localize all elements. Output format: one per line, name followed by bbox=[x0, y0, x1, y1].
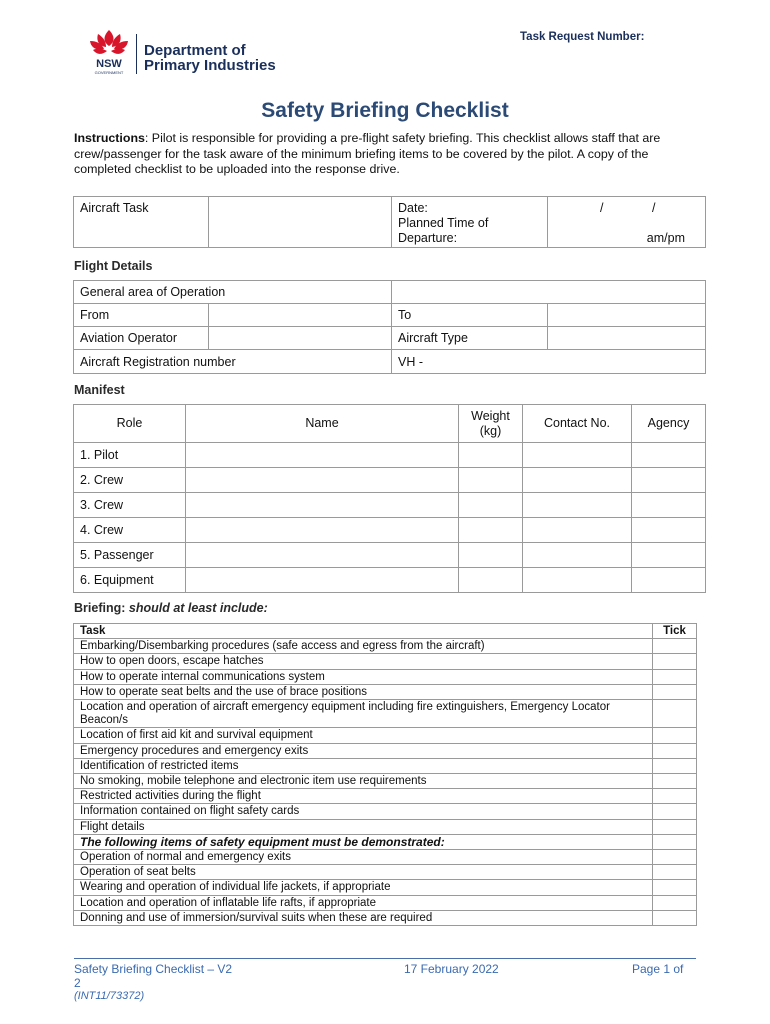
logo-nsw-text: NSW bbox=[96, 58, 122, 70]
briefing-col-task: Task bbox=[74, 624, 653, 639]
briefing-rows bbox=[74, 624, 697, 926]
briefing-tick-box[interactable] bbox=[653, 728, 697, 743]
briefing-tick-box[interactable] bbox=[653, 789, 697, 804]
manifest-agency-field[interactable] bbox=[632, 518, 706, 543]
page-title: Safety Briefing Checklist bbox=[261, 99, 509, 122]
org-name-line1: Department of bbox=[144, 42, 246, 59]
manifest-col-weight-l1: Weight bbox=[471, 408, 510, 423]
briefing-item-text: How to open doors, escape hatches bbox=[74, 654, 653, 669]
briefing-row bbox=[74, 819, 697, 834]
briefing-row bbox=[74, 789, 697, 804]
briefing-item-text: How to operate seat belts and the use of brace positions bbox=[74, 684, 653, 699]
briefing-item-text: Location and operation of aircraft emergency equipment including fire extinguishers, Emergency Locator Beacon/s bbox=[74, 700, 653, 728]
manifest-weight-field[interactable] bbox=[459, 443, 523, 468]
manifest-row bbox=[74, 493, 706, 518]
briefing-tick-box[interactable] bbox=[653, 758, 697, 773]
briefing-item-text: Information contained on flight safety cards bbox=[74, 804, 653, 819]
briefing-item-text: No smoking, mobile telephone and electronic item use requirements bbox=[74, 774, 653, 789]
manifest-role-cell: 4. Crew bbox=[74, 518, 186, 543]
aviation-operator-label: Aviation Operator bbox=[74, 327, 209, 350]
manifest-name-field[interactable] bbox=[186, 568, 459, 593]
instructions-text: : Pilot is responsible for providing a pre-flight safety briefing. This checklist allows staff that are crew/passenger for the task aware of the minimum briefing items to be covered by the pilot. A copy of the completed checklist to be uploaded into the response drive. bbox=[74, 131, 661, 176]
footer-ref: (INT11/73372) bbox=[74, 990, 145, 1002]
manifest-col-name: Name bbox=[186, 405, 459, 443]
manifest-agency-field[interactable] bbox=[632, 443, 706, 468]
manifest-weight-field[interactable] bbox=[459, 493, 523, 518]
briefing-row bbox=[74, 850, 697, 865]
manifest-name-field[interactable] bbox=[186, 493, 459, 518]
briefing-tick-box[interactable] bbox=[653, 654, 697, 669]
aircraft-task-table bbox=[73, 196, 706, 248]
general-area-field[interactable] bbox=[392, 281, 706, 304]
manifest-row bbox=[74, 518, 706, 543]
task-request-number-label: Task Request Number: bbox=[520, 31, 645, 43]
briefing-tick-box[interactable] bbox=[653, 774, 697, 789]
planned-time-label: Planned Time of bbox=[398, 216, 489, 230]
manifest-agency-field[interactable] bbox=[632, 543, 706, 568]
org-name bbox=[144, 43, 276, 73]
briefing-tick-box[interactable] bbox=[653, 743, 697, 758]
briefing-item-text: Operation of normal and emergency exits bbox=[74, 850, 653, 865]
manifest-col-contact: Contact No. bbox=[523, 405, 632, 443]
briefing-row bbox=[74, 743, 697, 758]
briefing-item-text: Identification of restricted items bbox=[74, 758, 653, 773]
briefing-row bbox=[74, 774, 697, 789]
to-label: To bbox=[392, 304, 548, 327]
manifest-rows bbox=[74, 443, 706, 593]
briefing-row bbox=[74, 700, 697, 728]
to-field[interactable] bbox=[548, 304, 706, 327]
manifest-name-field[interactable] bbox=[186, 443, 459, 468]
briefing-item-text: Emergency procedures and emergency exits bbox=[74, 743, 653, 758]
manifest-role-cell: 6. Equipment bbox=[74, 568, 186, 593]
manifest-col-role: Role bbox=[74, 405, 186, 443]
waratah-icon bbox=[86, 28, 132, 76]
manifest-contact-field[interactable] bbox=[523, 568, 632, 593]
date-departure-labels bbox=[392, 197, 548, 248]
manifest-role-cell: 2. Crew bbox=[74, 468, 186, 493]
footer-date: 17 February 2022 bbox=[404, 962, 499, 976]
nsw-dpi-logo bbox=[86, 28, 286, 78]
briefing-item-text: Flight details bbox=[74, 819, 653, 834]
manifest-contact-field[interactable] bbox=[523, 493, 632, 518]
general-area-label: General area of Operation bbox=[74, 281, 392, 304]
briefing-tick-box[interactable] bbox=[653, 804, 697, 819]
manifest-weight-field[interactable] bbox=[459, 568, 523, 593]
briefing-heading bbox=[74, 601, 268, 615]
manifest-col-weight bbox=[459, 405, 523, 443]
manifest-role-cell: 3. Crew bbox=[74, 493, 186, 518]
from-field[interactable] bbox=[209, 304, 392, 327]
org-name-line2: Primary Industries bbox=[144, 57, 276, 74]
briefing-subheading-tick bbox=[653, 834, 697, 849]
manifest-row bbox=[74, 443, 706, 468]
briefing-tick-box[interactable] bbox=[653, 865, 697, 880]
briefing-item-text: Location of first aid kit and survival equipment bbox=[74, 728, 653, 743]
aircraft-type-label: Aircraft Type bbox=[392, 327, 548, 350]
manifest-contact-field[interactable] bbox=[523, 443, 632, 468]
manifest-agency-field[interactable] bbox=[632, 468, 706, 493]
briefing-tick-box[interactable] bbox=[653, 880, 697, 895]
aircraft-task-field[interactable] bbox=[209, 197, 392, 248]
manifest-row bbox=[74, 568, 706, 593]
manifest-name-field[interactable] bbox=[186, 543, 459, 568]
manifest-contact-field[interactable] bbox=[523, 543, 632, 568]
aircraft-type-field[interactable] bbox=[548, 327, 706, 350]
footer-doc-title-line1: Safety Briefing Checklist – V2 bbox=[74, 962, 233, 976]
briefing-row bbox=[74, 804, 697, 819]
footer-doc-title-line2: 2 bbox=[74, 976, 81, 990]
manifest-role-cell: 1. Pilot bbox=[74, 443, 186, 468]
manifest-col-weight-l2: (kg) bbox=[479, 423, 502, 438]
from-label: From bbox=[74, 304, 209, 327]
date-slash-2: / bbox=[652, 201, 656, 215]
departure-label: Departure: bbox=[398, 231, 458, 245]
manifest-contact-field[interactable] bbox=[523, 518, 632, 543]
manifest-table bbox=[73, 404, 706, 593]
manifest-contact-field[interactable] bbox=[523, 468, 632, 493]
briefing-row bbox=[74, 654, 697, 669]
flight-details-heading: Flight Details bbox=[74, 259, 153, 273]
briefing-tick-box[interactable] bbox=[653, 639, 697, 654]
manifest-row bbox=[74, 543, 706, 568]
ampm-label: am/pm bbox=[646, 231, 685, 245]
manifest-agency-field[interactable] bbox=[632, 568, 706, 593]
briefing-tick-box[interactable] bbox=[653, 850, 697, 865]
briefing-row bbox=[74, 865, 697, 880]
date-time-field[interactable] bbox=[548, 197, 706, 248]
footer-page: Page 1 of bbox=[632, 962, 684, 976]
date-label: Date: bbox=[398, 201, 428, 215]
manifest-weight-field[interactable] bbox=[459, 543, 523, 568]
logo-divider bbox=[136, 34, 137, 74]
briefing-row bbox=[74, 684, 697, 699]
registration-field[interactable]: VH - bbox=[392, 350, 706, 374]
briefing-item-text: Donning and use of immersion/survival suits when these are required bbox=[74, 910, 653, 925]
logo-government-text: GOVERNMENT bbox=[94, 70, 124, 75]
footer-divider bbox=[74, 958, 696, 959]
briefing-tick-box[interactable] bbox=[653, 910, 697, 925]
instructions-label: Instructions bbox=[74, 131, 145, 145]
manifest-name-field[interactable] bbox=[186, 468, 459, 493]
briefing-tick-box[interactable] bbox=[653, 669, 697, 684]
manifest-weight-field[interactable] bbox=[459, 468, 523, 493]
briefing-row bbox=[74, 639, 697, 654]
briefing-row bbox=[74, 880, 697, 895]
briefing-col-tick: Tick bbox=[653, 624, 697, 639]
briefing-item-text: Wearing and operation of individual life jackets, if appropriate bbox=[74, 880, 653, 895]
footer-doc-title bbox=[74, 962, 232, 990]
briefing-tick-box[interactable] bbox=[653, 895, 697, 910]
briefing-row bbox=[74, 910, 697, 925]
briefing-subheading: The following items of safety equipment must be demonstrated: bbox=[74, 834, 653, 849]
briefing-row bbox=[74, 669, 697, 684]
flight-details-table bbox=[73, 280, 706, 374]
manifest-name-field[interactable] bbox=[186, 518, 459, 543]
briefing-item-text: Location and operation of inflatable life rafts, if appropriate bbox=[74, 895, 653, 910]
briefing-row bbox=[74, 728, 697, 743]
briefing-subheading-row bbox=[74, 834, 697, 849]
manifest-heading: Manifest bbox=[74, 383, 125, 397]
manifest-agency-field[interactable] bbox=[632, 493, 706, 518]
date-slash-1: / bbox=[600, 201, 604, 215]
registration-label: Aircraft Registration number bbox=[74, 350, 392, 374]
briefing-row bbox=[74, 895, 697, 910]
briefing-item-text: Operation of seat belts bbox=[74, 865, 653, 880]
briefing-item-text: Embarking/Disembarking procedures (safe access and egress from the aircraft) bbox=[74, 639, 653, 654]
briefing-tick-box[interactable] bbox=[653, 684, 697, 699]
manifest-role-cell: 5. Passenger bbox=[74, 543, 186, 568]
manifest-weight-field[interactable] bbox=[459, 518, 523, 543]
briefing-item-text: How to operate internal communications system bbox=[74, 669, 653, 684]
briefing-tick-box[interactable] bbox=[653, 700, 697, 728]
aircraft-task-label: Aircraft Task bbox=[74, 197, 209, 248]
briefing-table bbox=[73, 623, 697, 926]
manifest-col-agency: Agency bbox=[632, 405, 706, 443]
instructions bbox=[74, 131, 696, 178]
manifest-row bbox=[74, 468, 706, 493]
briefing-row bbox=[74, 758, 697, 773]
briefing-item-text: Restricted activities during the flight bbox=[74, 789, 653, 804]
aviation-operator-field[interactable] bbox=[209, 327, 392, 350]
briefing-heading-note: should at least include: bbox=[128, 601, 268, 615]
briefing-tick-box[interactable] bbox=[653, 819, 697, 834]
briefing-heading-label: Briefing: bbox=[74, 601, 126, 615]
